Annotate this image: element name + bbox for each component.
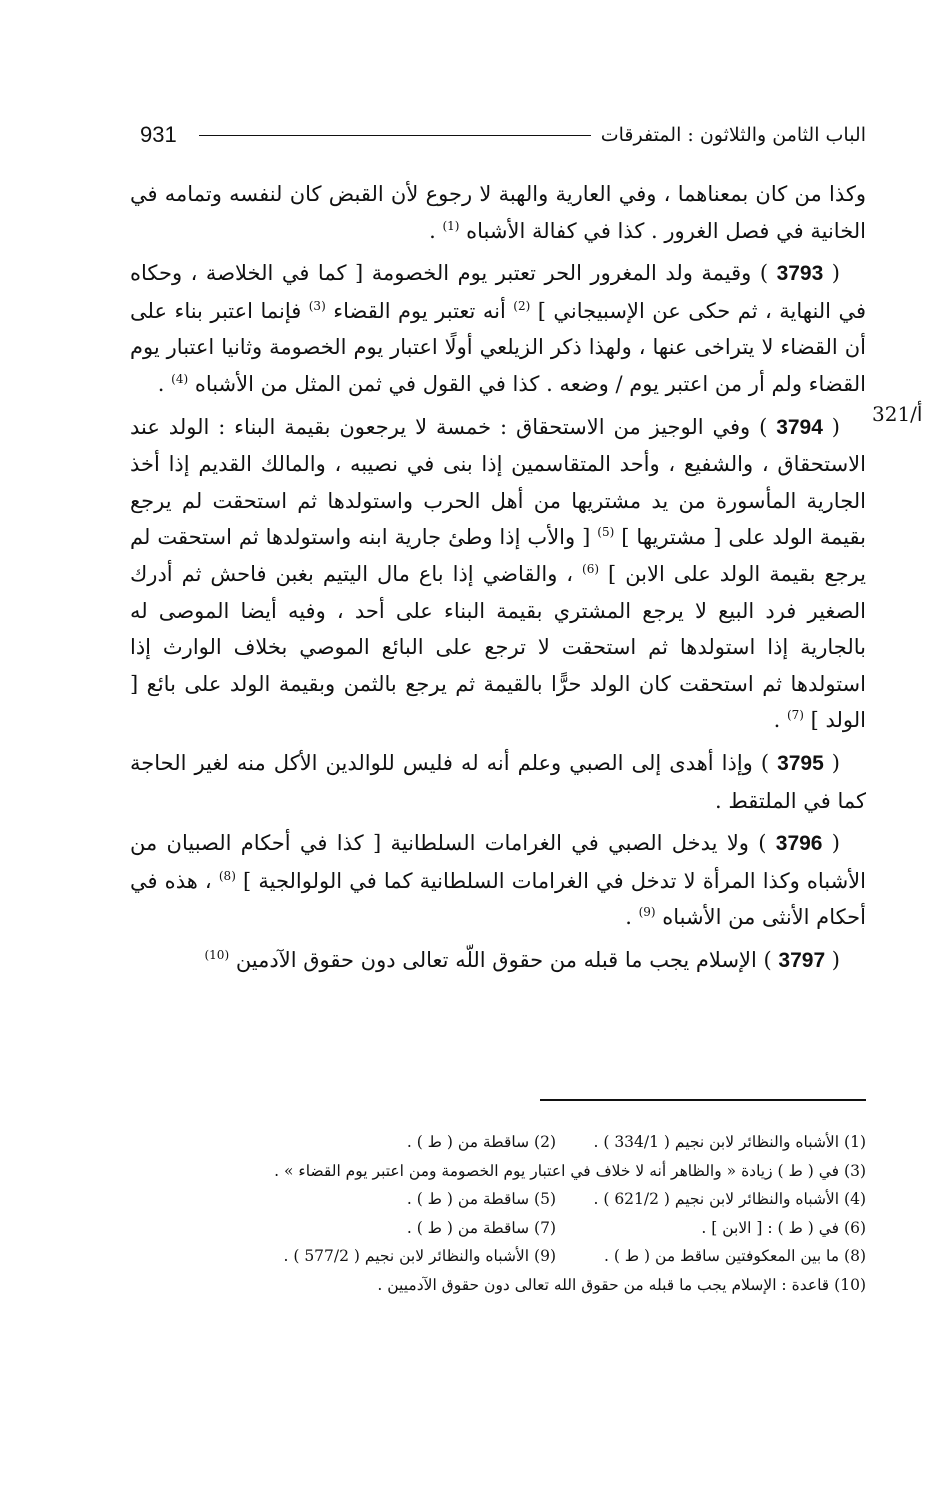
footnote: (1) الأشباه والنظائر لابن نجيم ( 334/1 ) . xyxy=(593,1133,866,1151)
running-title: الباب الثامن والثلاثون : المتفرقات xyxy=(600,124,866,146)
footnote-ref[interactable]: (7) xyxy=(786,708,804,723)
page-number: 931 xyxy=(140,122,177,147)
footnotes xyxy=(140,1128,866,1299)
footnote-ref[interactable]: (8) xyxy=(218,868,236,883)
footnote-ref[interactable]: (2) xyxy=(513,298,531,313)
item-number: 3793 xyxy=(776,262,824,286)
footnote: (3) في ( ط ) زيادة « والظاهر أنه لا خلاف في اعتبار يوم الخصومة ومن اعتبر يوم القضاء » . xyxy=(274,1161,866,1180)
footnote: (10) قاعدة : الإسلام يجب ما قبله من حقوق الله تعالى دون حقوق الآدميين . xyxy=(377,1275,866,1294)
footnote: (8) ما بين المعكوفتين ساقط من ( ط ) . xyxy=(603,1247,866,1265)
paragraph-3793: ( 3793 ) وقيمة ولد المغرور الحر تعتبر يوم الخصومة [ كما في الخلاصة ، وحكاه في النهاية ، ثم حكى عن الإسبيجاني ] $^{(2)}$ أنه تعتبر يوم القضاء $^{(3)}$ فإنما اعتبر بناء على أن القضاء لا يتراخى عنها ، ولهذا ذكر الزيلعي أولًا اعتبار يوم الخصومة وثانيا اعتبار يوم القضاء ولم أر من اعتبر يوم / وضعه . كذا في القول في ثمن المثل من الأشباه $^{(4)}$ . xyxy=(130,261,867,396)
item-number: 3795 xyxy=(777,751,824,775)
paragraph-3796: ( 3796 ) ولا يدخل الصبي في الغرامات السلطانية [ كذا في أحكام الصبيان من الأشباه وكذا المرأة لا تدخل في الغرامات السلطانية كما في الولوالجية ] $^{(8)}$ ، هذه في أحكام الأنثى من الأشباه $^{(9)}$ . xyxy=(130,831,866,930)
item-number: 3797 xyxy=(778,948,826,972)
footnote-row xyxy=(140,1242,866,1271)
footnote: (2) ساقطة من ( ط ) . xyxy=(406,1133,556,1151)
footnote-row xyxy=(140,1271,866,1300)
footnote-ref[interactable]: (3) xyxy=(308,298,326,313)
footnote-row xyxy=(140,1214,866,1243)
footnote-row xyxy=(140,1157,866,1186)
footnote-row xyxy=(140,1128,866,1157)
page-header xyxy=(140,120,866,150)
footnote-ref[interactable]: (4) xyxy=(171,371,189,386)
footnote-separator xyxy=(540,1099,866,1101)
footnote-ref[interactable]: (10) xyxy=(204,947,230,962)
footnote-row xyxy=(140,1185,866,1214)
footnote: (7) ساقطة من ( ط ) . xyxy=(406,1218,556,1237)
footnote: (9) الأشباه والنظائر لابن نجيم ( 577/2 ) . xyxy=(283,1247,556,1265)
footnote-ref[interactable]: (9) xyxy=(638,905,656,920)
main-text xyxy=(130,176,866,985)
paragraph-continuation: وكذا من كان بمعناهما ، وفي العارية والهبة لا رجوع لأن القبض كان لنفسه وتمامه في الخانية في فصل الغرور . كذا في كفالة الأشباه $^{(1)}$ . xyxy=(130,182,866,243)
header-rule xyxy=(199,135,591,136)
footnote: (6) في ( ط ) : [ الابن ] . xyxy=(701,1218,866,1237)
footnote: (5) ساقطة من ( ط ) . xyxy=(406,1190,556,1208)
footnote-ref[interactable]: (1) xyxy=(442,218,460,233)
paragraph-3794: ( 3794 ) وفي الوجيز من الاستحقاق : خمسة لا يرجعون بقيمة البناء : الولد عند الاستحقاق ، والشفيع ، وأحد المتقاسمين إذا بنى في نصيبه ، والمالك القديم إذا أخذ الجارية المأسورة من يد مشتريها من أهل الحرب واستولدها ثم استحقت لم يرجع بقيمة الولد على [ مشتريها ] $^{(5)}$ [ والأب إذا وطئ جارية ابنه واستولدها ثم استحقت لم يرجع بقيمة الولد على الابن ] $^{(6)}$ ، والقاضي إذا باع مال اليتيم بغبن فاحش ثم أدرك الصغير فرد البيع لا يرجع المشتري بقيمة البناء على أحد ، وفيه أيضا الموصى له بالجارية إذا استولدها ثم استحقت لا ترجع على البائع الموصي بخلاف الوارث إذا استولدها ثم استحقت كان الولد حرًّا بالقيمة ثم يرجع بالثمن وبقيمة الولد على بائع [ الولد ] $^{(7)}$ . xyxy=(130,414,867,733)
paragraph-3795: ( 3795 ) وإذا أهدى إلى الصبي وعلم أنه له فليس للوالدين الأكل منه لغير الحاجة كما في الملتقط . xyxy=(130,750,866,813)
item-number: 3794 xyxy=(776,415,823,439)
item-number: 3796 xyxy=(775,832,823,856)
footnote-ref[interactable]: (5) xyxy=(597,525,615,540)
footnote: (4) الأشباه والنظائر لابن نجيم ( 621/2 ) . xyxy=(593,1190,866,1208)
paragraph-3797: ( 3797 ) الإسلام يجب ما قبله من حقوق اللّه تعالى دون حقوق الآدمين $^{(10)}$ xyxy=(204,947,840,972)
footnote-ref[interactable]: (6) xyxy=(582,561,600,576)
margin-folio-note: 321/أ xyxy=(872,402,923,426)
